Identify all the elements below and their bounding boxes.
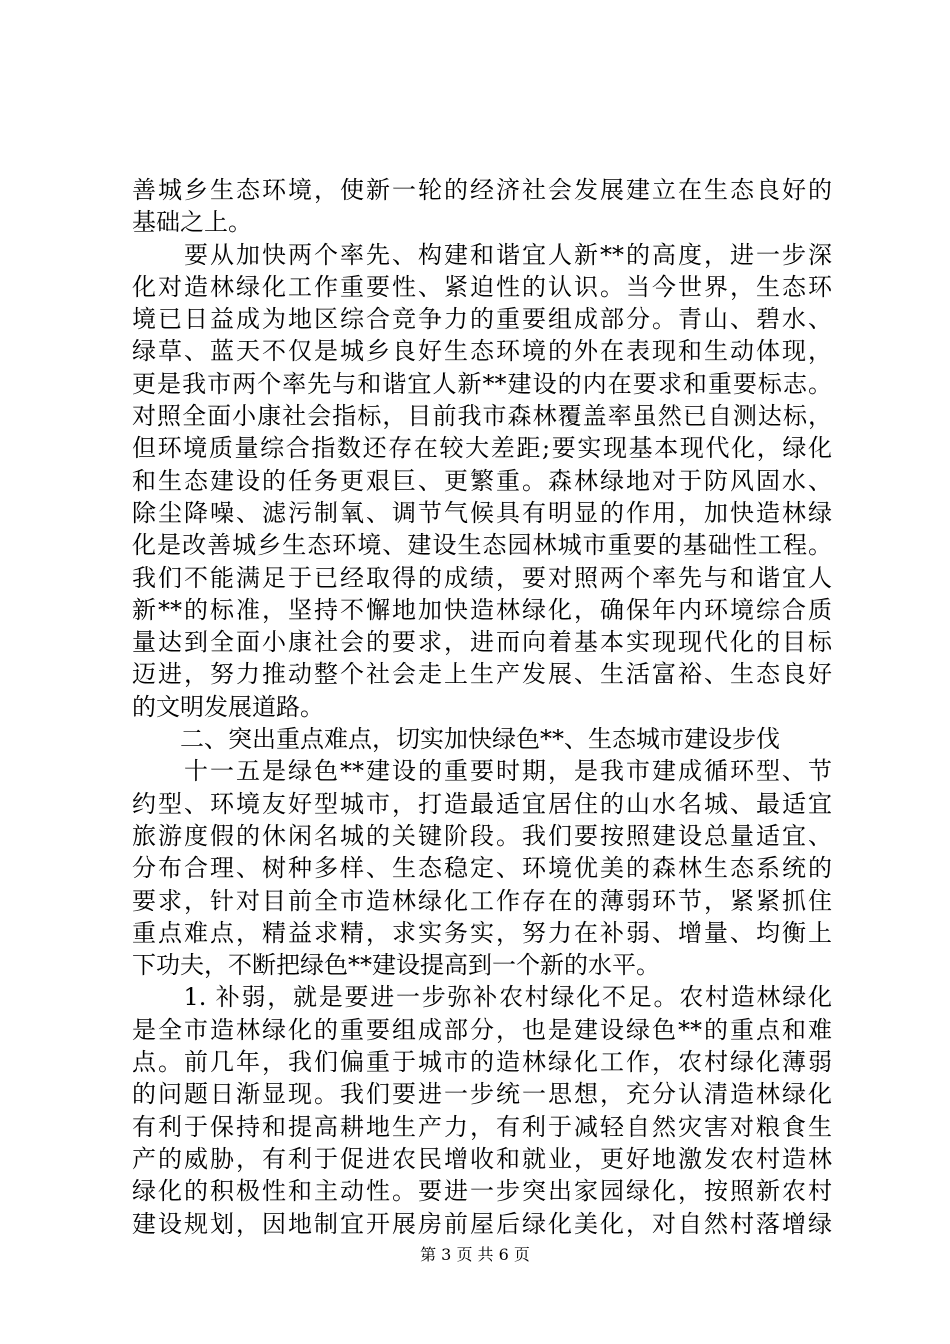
text-line: 二、突出重点难点，切实加快绿色**、生态城市建设步伐 bbox=[132, 725, 780, 754]
text-line: 量达到全面小康社会的要求，进而向着基本实现现代化的目标 bbox=[132, 628, 832, 657]
document-body bbox=[132, 174, 832, 1240]
text-line: 的问题日渐显现。我们要进一步统一思想，充分认清造林绿化 bbox=[132, 1080, 832, 1109]
text-line: 约型、环境友好型城市，打造最适宜居住的山水名城、最适宜 bbox=[132, 789, 832, 818]
text-line: 但环境质量综合指数还存在较大差距;要实现基本现代化，绿化 bbox=[132, 434, 832, 463]
text-line: 和生态建设的任务更艰巨、更繁重。森林绿地对于防风固水、 bbox=[132, 466, 832, 495]
text-line: 的文明发展道路。 bbox=[132, 692, 324, 721]
text-line: 是全市造林绿化的重要组成部分，也是建设绿色**的重点和难 bbox=[132, 1015, 832, 1044]
text-line: 化是改善城乡生态环境、建设生态园林城市重要的基础性工程。 bbox=[132, 531, 832, 560]
text-line: 善城乡生态环境，使新一轮的经济社会发展建立在生态良好的 bbox=[132, 176, 832, 204]
text-line: 重点难点，精益求精，求实务实，努力在补弱、增量、均衡上 bbox=[132, 918, 832, 947]
text-line: 我们不能满足于已经取得的成绩，要对照两个率先与和谐宜人 bbox=[132, 563, 832, 592]
text-line: 分布合理、树种多样、生态稳定、环境优美的森林生态系统的 bbox=[132, 854, 832, 883]
text-line: 要从加快两个率先、构建和谐宜人新**的高度，进一步深 bbox=[132, 240, 832, 269]
text-line: 除尘降噪、滤污制氧、调节气候具有明显的作用，加快造林绿 bbox=[132, 498, 832, 527]
text-line: 旅游度假的休闲名城的关键阶段。我们要按照建设总量适宜、 bbox=[132, 821, 832, 850]
text-line: 迈进，努力推动整个社会走上生产发展、生活富裕、生态良好 bbox=[132, 660, 832, 689]
text-line: 要求，针对目前全市造林绿化工作存在的薄弱环节，紧紧抓住 bbox=[132, 886, 832, 915]
text-line: 化对造林绿化工作重要性、紧迫性的认识。当今世界，生态环 bbox=[132, 272, 832, 301]
text-line: 境已日益成为地区综合竞争力的重要组成部分。青山、碧水、 bbox=[132, 305, 832, 334]
text-line: 十一五是绿色**建设的重要时期，是我市建成循环型、节 bbox=[132, 757, 832, 786]
text-line: 绿草、蓝天不仅是城乡良好生态环境的外在表现和生动体现， bbox=[132, 337, 832, 366]
text-line: 产的威胁，有利于促进农民增收和就业，更好地激发农村造林 bbox=[132, 1144, 832, 1173]
text-line: 基础之上。 bbox=[132, 208, 252, 237]
text-line: 新**的标准，坚持不懈地加快造林绿化，确保年内环境综合质 bbox=[132, 595, 832, 624]
text-line: 下功夫，不断把绿色**建设提高到一个新的水平。 bbox=[132, 951, 660, 980]
text-line: 有利于保持和提高耕地生产力，有利于减轻自然灾害对粮食生 bbox=[132, 1112, 832, 1141]
text-line: 建设规划，因地制宜开展房前屋后绿化美化，对自然村落增绿 bbox=[132, 1209, 832, 1238]
text-line: 绿化的积极性和主动性。要进一步突出家园绿化，按照新农村 bbox=[132, 1177, 832, 1206]
text-line: 更是我市两个率先与和谐宜人新**建设的内在要求和重要标志。 bbox=[132, 369, 832, 398]
text-line: 点。前几年，我们偏重于城市的造林绿化工作，农村绿化薄弱 bbox=[132, 1048, 832, 1077]
text-line: 1. 补弱，就是要进一步弥补农村绿化不足。农村造林绿化 bbox=[132, 983, 832, 1012]
text-line: 对照全面小康社会指标，目前我市森林覆盖率虽然已自测达标， bbox=[132, 402, 832, 431]
page-footer: 第 3 页 共 6 页 bbox=[420, 1245, 530, 1264]
